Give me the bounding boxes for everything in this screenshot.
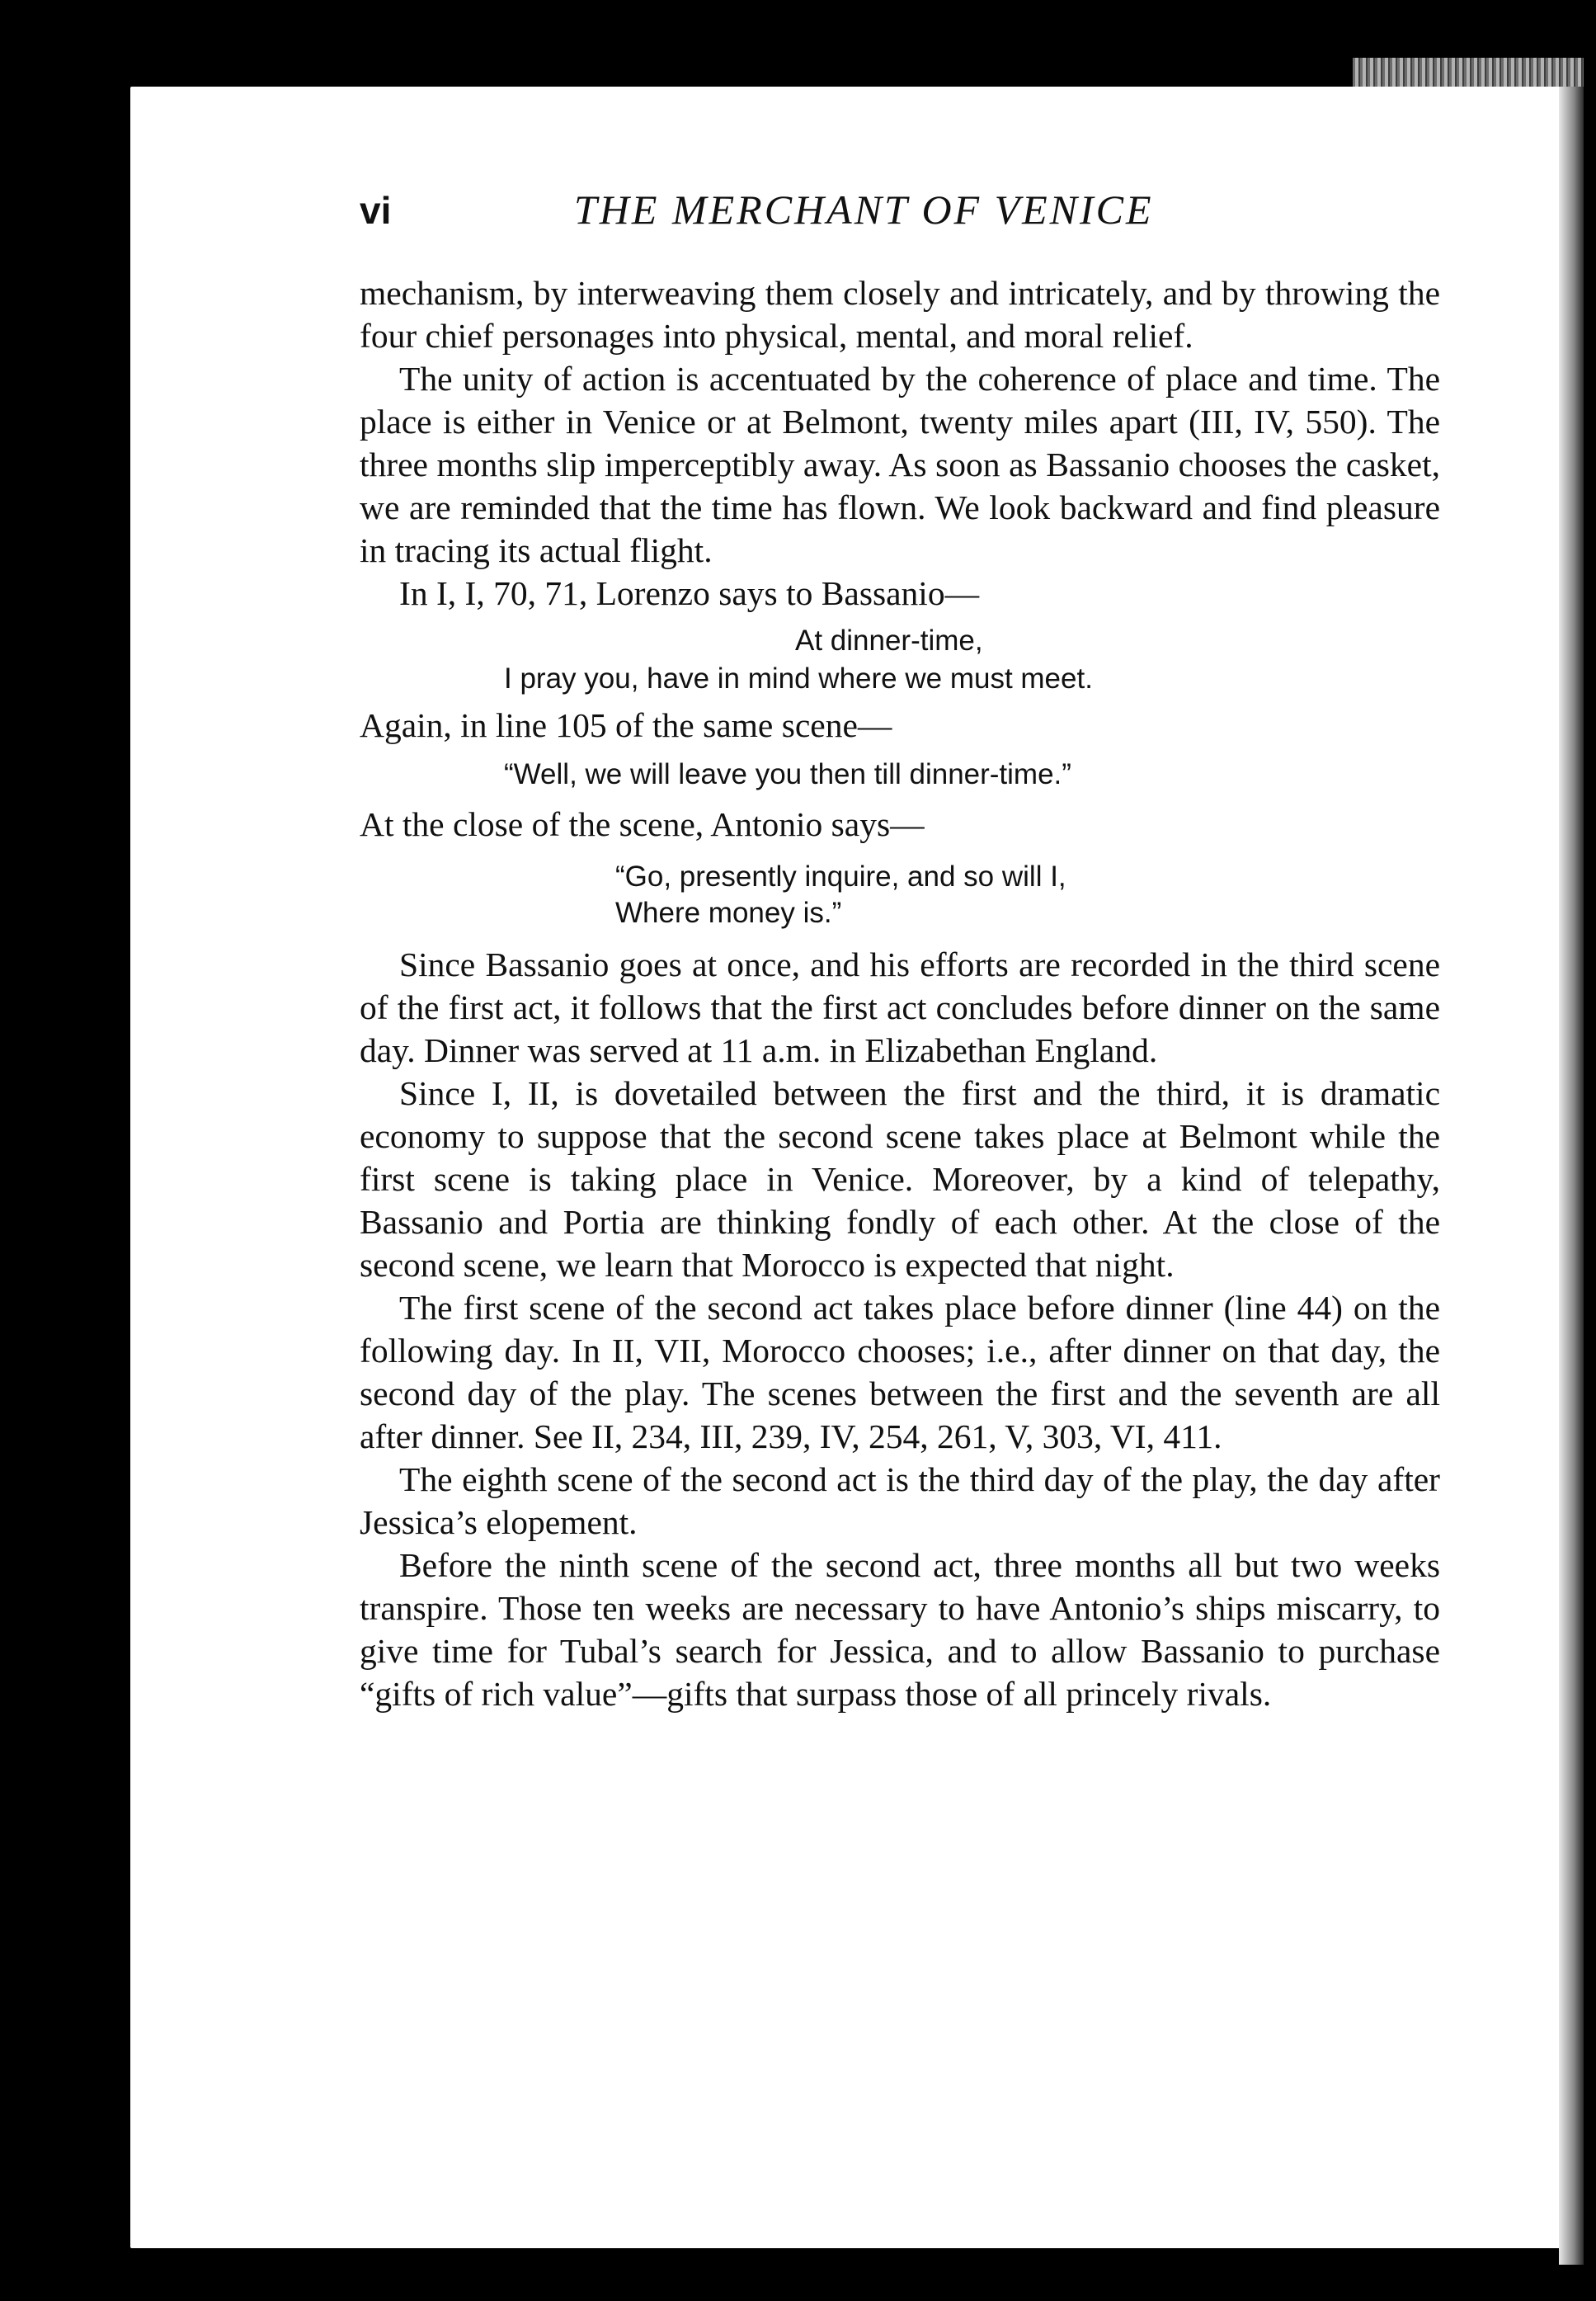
quote-3-line-2: Where money is.” (615, 897, 842, 929)
page-edge-shadow (1559, 87, 1584, 2265)
paragraph-10: Before the ninth scene of the second act, three months all but two weeks transpire. Those ten weeks are necessary to have Antonio’s ships miscarry, to give time for Tubal’s search for Jessica, and to allow Bassanio to purchase “gifts of rich value”—gifts that surpass those of all princely rivals. (360, 1546, 1440, 1713)
quote-1-line-2: I pray you, have in mind where we must meet. (504, 662, 1093, 695)
paragraph-7: Since I, II, is dovetailed between the first and the third, it is dramatic economy to suppose that the second scene takes place at Belmont while the first scene is taking place in Venice. Moreover, by a kind of telepathy, Bassanio and Portia are thinking fondly of each other. At the close of the second scene, we learn that Morocco is expected that night. (360, 1074, 1440, 1284)
quote-3-line-1: “Go, presently inquire, and so will I, (615, 861, 1066, 893)
quote-2: “Well, we will leave you then till dinner-time.” (504, 758, 1071, 790)
paragraph-9: The eighth scene of the second act is the third day of the play, the day after Jessica’s elopement. (360, 1460, 1440, 1541)
paragraph-3: In I, I, 70, 71, Lorenzo says to Bassanio— (399, 574, 980, 612)
running-title: THE MERCHANT OF VENICE (574, 186, 1154, 233)
running-header (360, 186, 1440, 238)
paragraph-1: mechanism, by interweaving them closely and intricately, and by throwing the four chief personages into physical, mental, and moral relief. (360, 274, 1440, 355)
paragraph-6: Since Bassanio goes at once, and his efforts are recorded in the third scene of the first act, it follows that the first act concludes before dinner on the same day. Dinner was served at 11 a.m. in Elizabethan England. (360, 945, 1440, 1069)
page-number: vi (360, 189, 392, 232)
paragraph-5: At the close of the scene, Antonio says— (360, 805, 925, 843)
quote-1-line-1: At dinner-time, (795, 625, 983, 657)
paragraph-8: The first scene of the second act takes place before dinner (line 44) on the following day. In II, VII, Morocco chooses; i.e., after dinner on that day, the second day of the play. The scenes between the first and the seventh are all after dinner. See II, 234, III, 239, IV, 254, 261, V, 303, VI, 411. (360, 1289, 1440, 1455)
paragraph-4: Again, in line 105 of the same scene— (360, 706, 892, 744)
page-content (360, 186, 1440, 1715)
paragraph-2: The unity of action is accentuated by the coherence of place and time. The place is either in Venice or at Belmont, twenty miles apart (III, IV, 550). The three months slip imperceptibly away. As soon as Bassanio chooses the casket, we are reminded that the time has flown. We look backward and find pleasure in tracing its actual flight. (360, 360, 1440, 569)
